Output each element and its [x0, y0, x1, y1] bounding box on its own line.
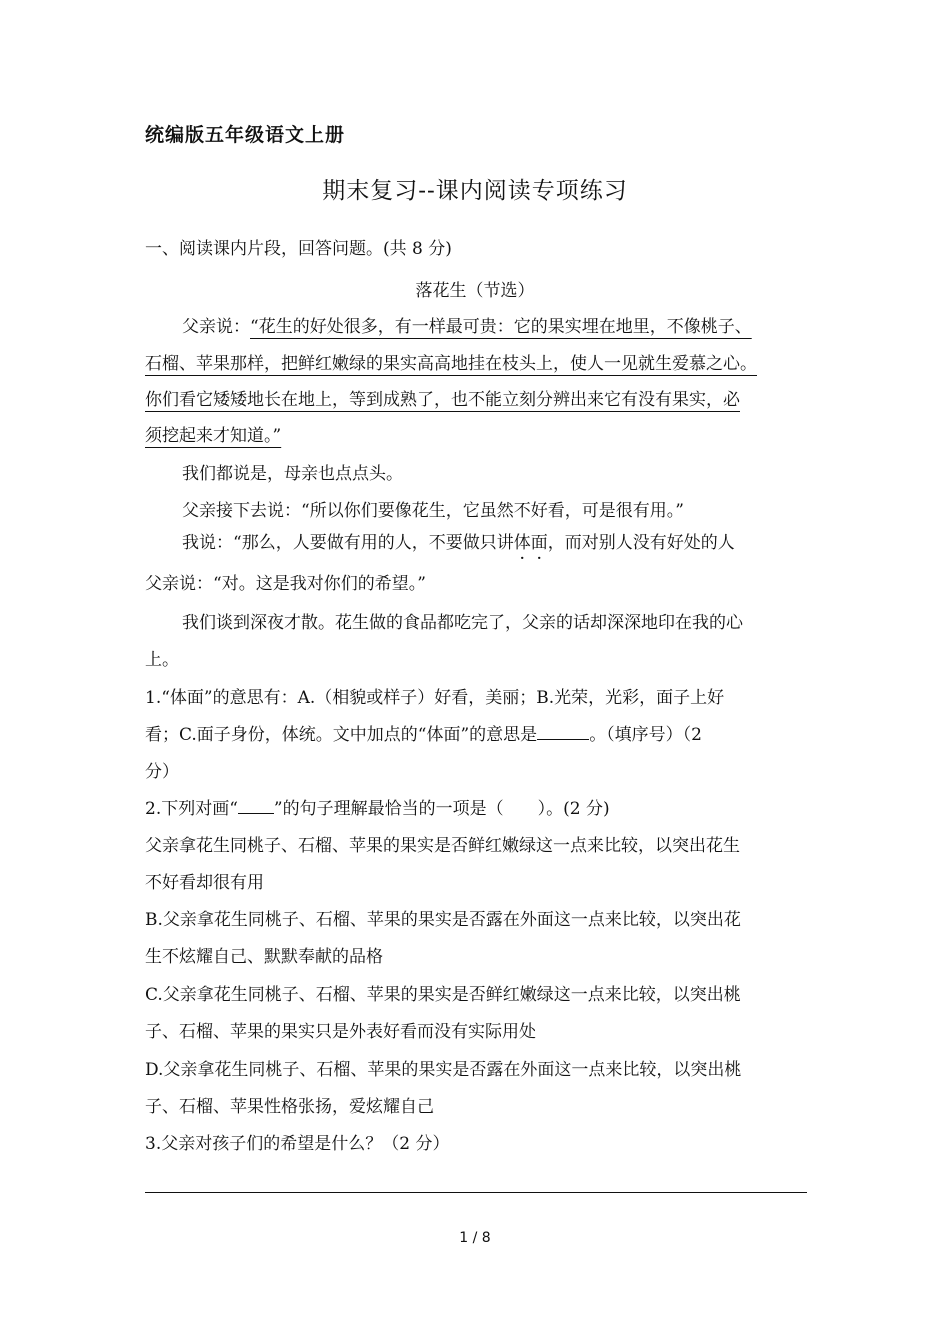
underlined-sentence: 石榴、苹果那样，把鲜红嫩绿的果实高高地挂在枝头上，使人一见就生爱慕之心。	[145, 354, 757, 374]
underline-sample	[238, 797, 274, 814]
option-d-line-2: 子、石榴、苹果性格张扬，爱炫耀自己	[145, 1097, 434, 1117]
question-text: 2.下列对画“	[145, 799, 238, 819]
passage-paragraph-1-line-2	[145, 352, 757, 376]
option-c-line-2: 子、石榴、苹果的果实只是外表好看而没有实际用处	[145, 1022, 536, 1042]
grade-title: 统编版五年级语文上册	[145, 124, 346, 146]
passage-paragraph-1-line-3	[145, 388, 740, 412]
passage-paragraph-1-line-1	[182, 315, 752, 339]
underlined-sentence: “花生的好处很多，有一样最可贵：它的果实埋在地里，不像桃子、	[250, 317, 752, 337]
emphasis-dot-char: 面	[530, 533, 548, 553]
footer-divider	[145, 1192, 807, 1193]
page-title: 期末复习--课内阅读专项练习	[322, 178, 628, 204]
question-3: 3.父亲对孩子们的希望是什么？（2 分）	[145, 1134, 450, 1154]
passage-paragraph-1-line-4	[145, 424, 281, 448]
passage-paragraph-2: 我们都说是，母亲也点点头。	[182, 464, 403, 484]
underlined-sentence: 你们看它矮矮地长在地上，等到成熟了，也不能立刻分辨出来它有没有果实，必	[145, 390, 740, 410]
page-number: 1 / 8	[459, 1230, 491, 1246]
option-d-line-1: D.父亲拿花生同桃子、石榴、苹果的果实是否露在外面这一点来比较，以突出桃	[145, 1060, 742, 1080]
question-text: 。（填序号）（2	[589, 725, 703, 745]
speaker-label: 父亲说：	[182, 317, 250, 337]
passage-title: 落花生（节选）	[415, 281, 535, 301]
question-text: ”的句子理解最恰当的一项是（ ）。(2 分)	[273, 799, 610, 819]
passage-paragraph-6-line-1: 我们谈到深夜才散。花生做的食品都吃完了，父亲的话却深深地印在我的心	[182, 613, 743, 633]
section-heading: 一、阅读课内片段，回答问题。(共 8 分)	[145, 239, 452, 259]
option-b-line-2: 生不炫耀自己、默默奉献的品格	[145, 947, 383, 967]
question-2	[145, 797, 610, 821]
option-b-line-1: B.父亲拿花生同桃子、石榴、苹果的果实是否露在外面这一点来比较，以突出花	[145, 910, 741, 930]
passage-paragraph-3: 父亲接下去说：“所以你们要像花生，它虽然不好看，可是很有用。”	[182, 501, 684, 521]
question-text: 看；C.面子身份，体统。文中加点的“体面”的意思是	[145, 725, 538, 745]
emphasis-dot-char: 体	[513, 533, 531, 553]
option-c-line-1: C.父亲拿花生同桃子、石榴、苹果的果实是否鲜红嫩绿这一点来比较，以突出桃	[145, 985, 741, 1005]
underlined-sentence: 须挖起来才知道。”	[145, 426, 282, 446]
option-a-line-2: 不好看却很有用	[145, 873, 264, 893]
answer-blank[interactable]	[537, 723, 589, 740]
option-a-line-1: 父亲拿花生同桃子、石榴、苹果的果实是否鲜红嫩绿这一点来比较，以突出花生	[145, 836, 740, 856]
passage-paragraph-4	[182, 531, 735, 555]
passage-paragraph-6-line-2: 上。	[145, 650, 179, 670]
paragraph-text: ，而对别人没有好处的人	[547, 533, 735, 553]
paragraph-text: 我说：“那么，人要做有用的人，不要做只讲	[182, 533, 514, 553]
question-1-line-3: 分）	[145, 762, 179, 782]
passage-paragraph-5: 父亲说：“对。这是我对你们的希望。”	[145, 574, 426, 594]
question-1-line-2	[145, 723, 702, 747]
question-1-line-1: 1.“体面”的意思有：A.（相貌或样子）好看，美丽；B.光荣，光彩，面子上好	[145, 688, 725, 708]
